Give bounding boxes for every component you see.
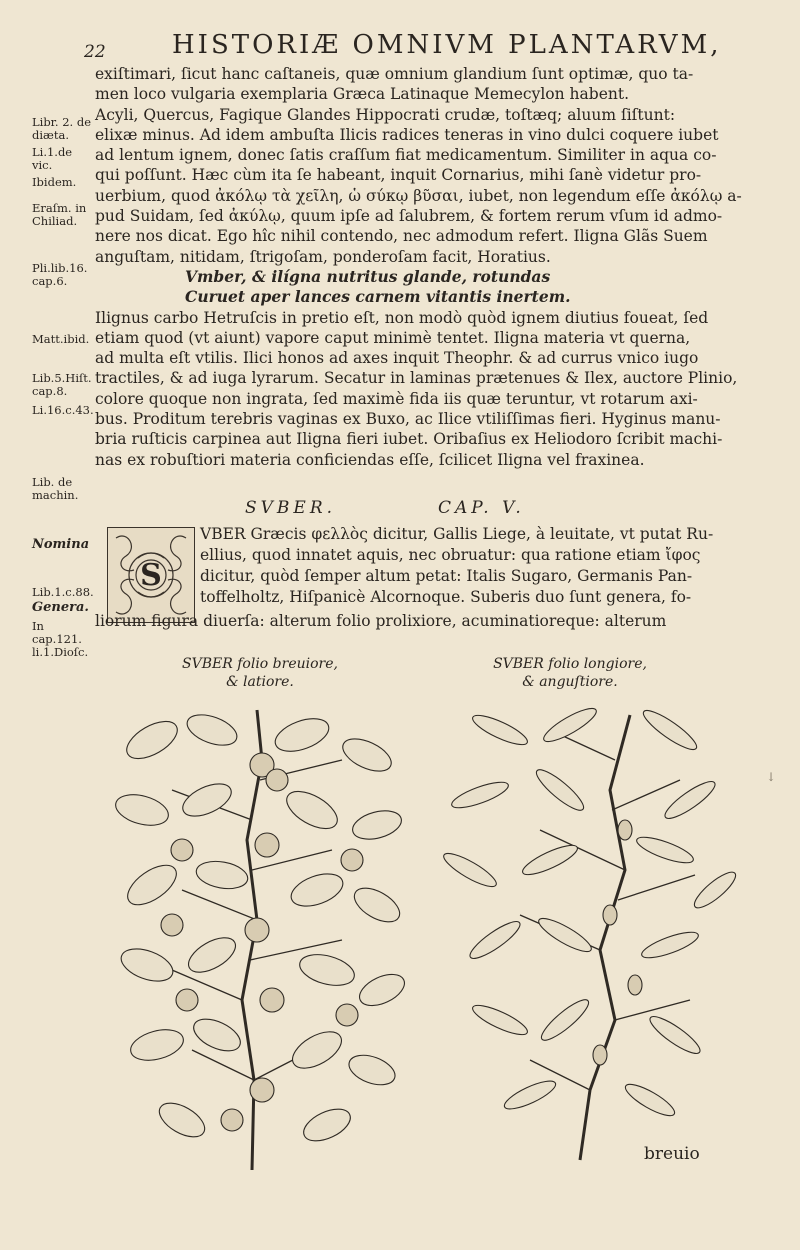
body-line: etiam quod (vt aiunt) vapore caput minimè tentet. Iligna materia vt querna, bbox=[95, 328, 691, 347]
chapter-line: VBER Græcis φελλὸς dicitur, Gallis Liege, à leuitate, vt putat Ru- bbox=[200, 525, 714, 543]
chapter-line: dicitur, quòd ſemper altum petat: Italis Sugaro, Germanis Pan- bbox=[200, 567, 693, 585]
body-line: exiſtimari, ſicut hanc caſtaneis, quæ omnium glandium ſunt optimæ, quo ta- bbox=[95, 65, 694, 83]
margin-note: Matt.ibid. bbox=[32, 332, 90, 346]
body-line: ad multa eſt vtilis. Ilici honos ad axes inquit Theophr. & ad currus vnico iugo bbox=[95, 349, 699, 368]
margin-note: Lib.1.c.88. bbox=[32, 585, 94, 599]
body-line: pud Suidam, ſed ἀκύλῳ, quum ipſe ad ſalubrem, & fortem rerum vſum id admo- bbox=[95, 207, 723, 226]
margin-note: Nomina bbox=[32, 537, 90, 552]
verse-line: Vmber, & ilígna nutritus glande, rotundas bbox=[185, 266, 551, 286]
body-line: nas ex robuſtiori materia conficiendas eſſe, ſcilicet Iligna vel fraxinea. bbox=[95, 450, 645, 469]
chapter-line: toffelholtz, Hiſpanicè Alcornoque. Suberis duo ſunt genera, fo- bbox=[200, 588, 692, 606]
margin-note: Lib. de machin. bbox=[32, 475, 79, 502]
body-line: anguſtam, nitidam, ſtrigoſam, ponderoſam facit, Horatius. bbox=[95, 247, 551, 266]
caption-line: SVBER folio longiore, bbox=[493, 656, 647, 672]
body-line: ad lentum ignem, donec ſatis craſſum fiat medicamentum. Similiter in aqua co- bbox=[95, 146, 717, 165]
chapter-line: ellius, quod innatet aquis, nec obruatur: qua ratione etiam ἴφος bbox=[200, 546, 701, 564]
svg-text:S: S bbox=[140, 558, 162, 593]
body-line: elixæ minus. Ad idem ambuſta Ilicis radices teneras in vino dulci coquere iubet bbox=[95, 125, 719, 144]
running-title: HISTORIÆ OMNIVM PLANTARVM, bbox=[172, 30, 722, 60]
chapter-title: SVBER. bbox=[245, 498, 337, 518]
body-line: qui poſſunt. Hæc cùm ita ſe habeant, inquit Cornarius, mihi ſanè videtur pro- bbox=[95, 166, 702, 185]
margin-note: Li.16.c.43. bbox=[32, 403, 94, 417]
body-line: bus. Proditum terebris vaginas ex Buxo, ac Ilice vtiliſſimas fieri. Hyginus manu- bbox=[95, 410, 721, 429]
body-line: tractiles, & ad iuga lyrarum. Secatur in laminas prætenues & Ilex, auctore Plinio, bbox=[95, 369, 738, 388]
margin-note: Li.1.de vic. bbox=[32, 145, 73, 172]
body-text bbox=[95, 64, 742, 470]
chapter-line: liorum figura diuerſa: alterum folio prolixiore, acuminatioreque: alterum bbox=[95, 612, 667, 630]
margin-note: Pli.lib.16. cap.6. bbox=[32, 261, 88, 288]
margin-note: Libr. 2. de diæta. bbox=[32, 115, 92, 142]
margin-note: In cap.121. li.1.Dioſc. bbox=[32, 619, 89, 659]
cork-oak-broad-leaf-illustration bbox=[112, 700, 407, 1170]
body-line: nere nos dicat. Ego hîc nihil contendo, nec admodum refert. Iligna Glãs Suem bbox=[95, 227, 708, 246]
body-line: Acyli, Quercus, Fagique Glandes Hippocrati crudæ, toſtæq; aluum ſiſtunt: bbox=[95, 105, 676, 124]
chapter-text-continued bbox=[95, 611, 720, 632]
printer-mark: ↓ bbox=[766, 770, 777, 784]
caption-line: SVBER folio breuiore, bbox=[182, 656, 338, 672]
body-line: Ilignus carbo Hetruſcis in pretio eſt, non modò quòd ignem diutius foueat, ſed bbox=[95, 308, 709, 327]
figure-caption-right bbox=[440, 655, 700, 691]
figure-caption-left bbox=[130, 655, 390, 691]
cork-oak-narrow-leaf-illustration bbox=[440, 700, 740, 1170]
ornament-icon bbox=[108, 528, 194, 622]
body-line: men loco vulgaria exemplaria Græca Latinaque Memecylon habent. bbox=[95, 85, 630, 104]
decorated-initial bbox=[107, 527, 195, 623]
chapter-text bbox=[200, 524, 720, 608]
caption-line: & anguſtiore. bbox=[522, 674, 618, 690]
margin-note: Ibidem. bbox=[32, 175, 77, 189]
caption-line: & latiore. bbox=[226, 674, 294, 690]
body-line: uerbium, quod ἀκόλῳ τὰ χεῖλη, ὡ σύκῳ βῦσαι, iubet, non legendum eſſe ἀκόλῳ a- bbox=[95, 186, 742, 205]
margin-note: Eraſm. in Chiliad. bbox=[32, 201, 87, 228]
catchword: breuio bbox=[644, 1144, 700, 1164]
chapter-number: CAP. V. bbox=[438, 498, 525, 518]
margin-note: Lib.5.Hiſt. cap.8. bbox=[32, 371, 92, 398]
margin-note: Genera. bbox=[32, 600, 89, 615]
body-line: bria ruſticis carpinea aut Iligna fieri iubet. Oribaſius ex Heliodoro ſcribit machi- bbox=[95, 430, 723, 449]
verse-line: Curuet aper lances carnem vitantis inertem. bbox=[185, 287, 571, 307]
page-number: 22 bbox=[84, 42, 106, 62]
body-line: colore quoque non ingrata, ſed maximè fida iis quæ teruntur, vt rotarum axi- bbox=[95, 389, 698, 408]
